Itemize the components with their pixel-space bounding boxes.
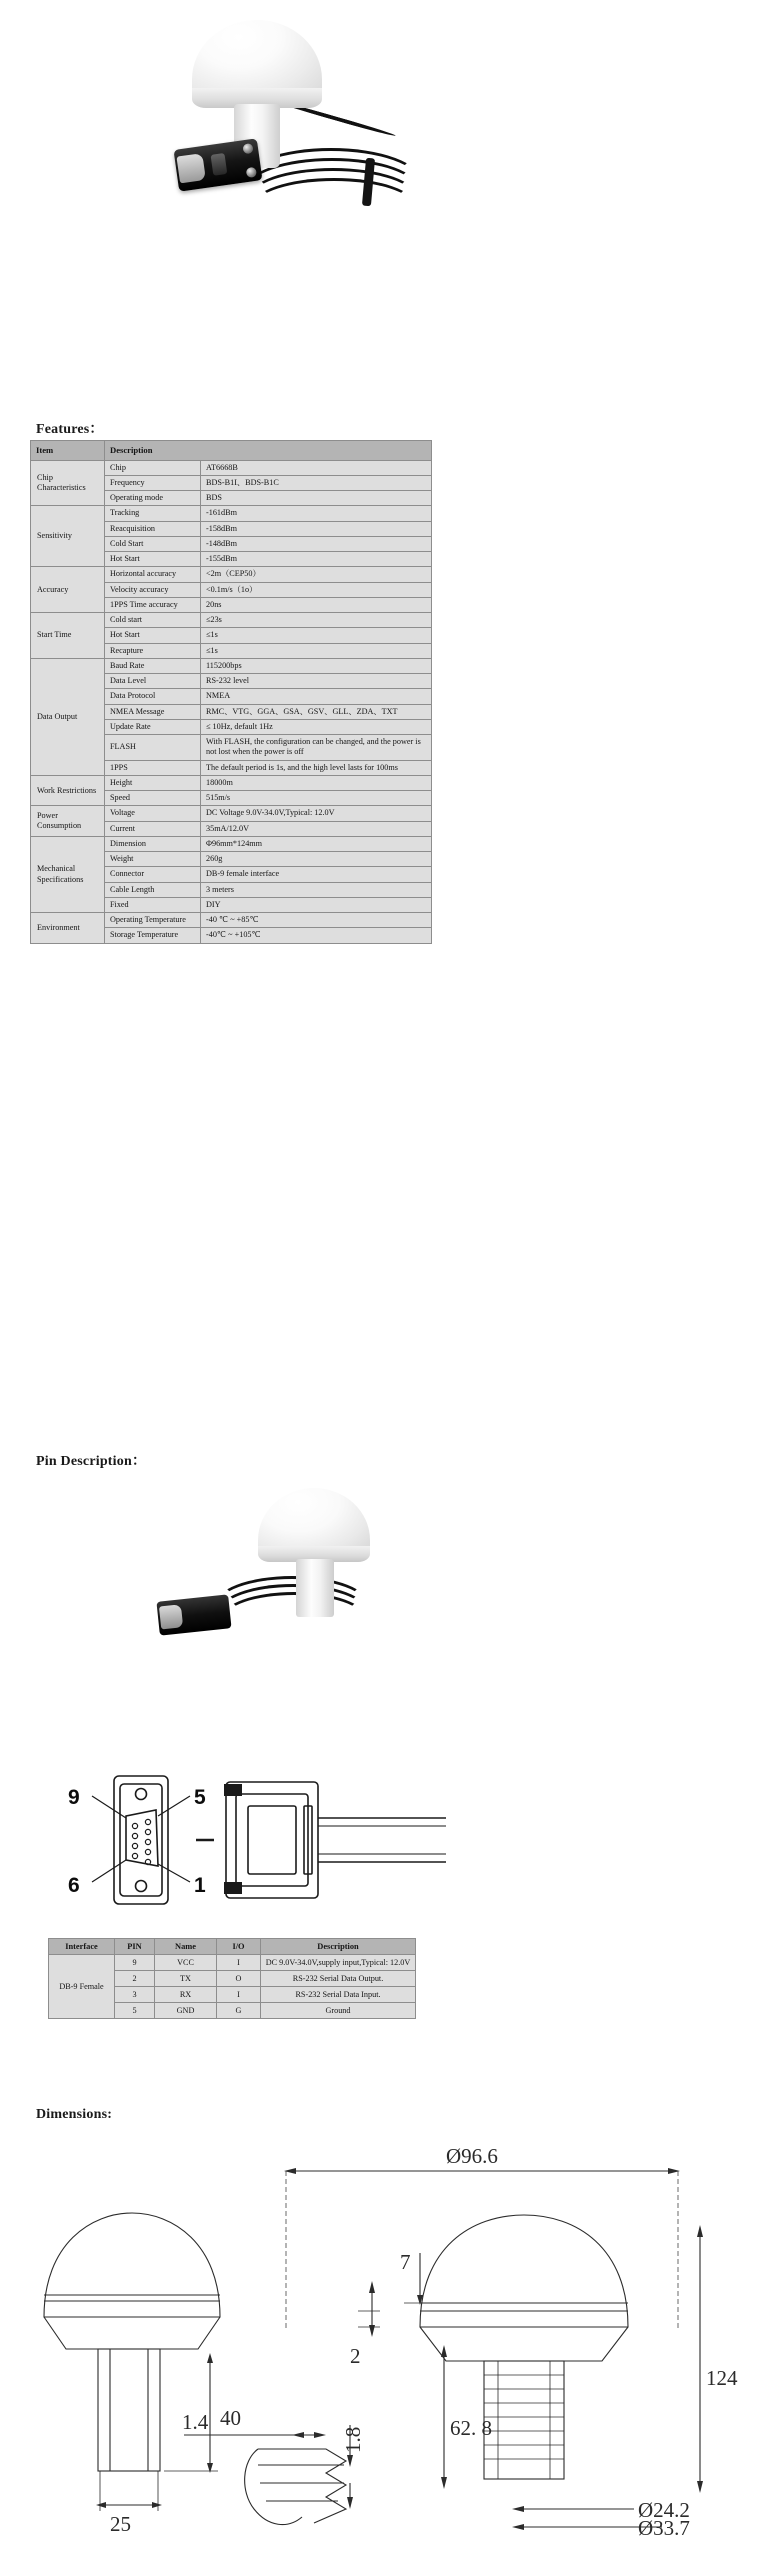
product-photo-stage: [120, 8, 450, 238]
pin-io: G: [217, 2003, 261, 2019]
db9-pinout-drawing: [30, 1770, 450, 1910]
table-row: [31, 506, 432, 521]
spec-item-value: ≤ 10Hz, default 1Hz: [201, 719, 432, 734]
dim-label-1-8: 1.8: [341, 2426, 365, 2453]
spec-group-label: Accuracy: [31, 567, 105, 613]
spec-item-value: The default period is 1s, and the high level lasts for 100ms: [201, 760, 432, 775]
dim-label-62-8: 62. 8: [450, 2416, 492, 2440]
db9-pin-label-1: 1: [194, 1874, 206, 1897]
spec-item-value: 20ns: [201, 597, 432, 612]
header-item: Item: [31, 441, 105, 461]
specifications-table: [30, 440, 432, 944]
dimensions-heading: Dimensions:: [36, 2107, 113, 2122]
spec-item-value: -158dBm: [201, 521, 432, 536]
pin-description: DC 9.0V-34.0V,supply input,Typical: 12.0V: [261, 1955, 416, 1971]
spec-item-label: Tracking: [105, 506, 201, 521]
pin-name: VCC: [155, 1955, 217, 1971]
header-pin-description: Description: [261, 1939, 416, 1955]
header-description: Description: [105, 441, 432, 461]
table-row: [31, 913, 432, 928]
table-header-row: [49, 1939, 416, 1955]
table-row: [31, 613, 432, 628]
db9-screw-icon: [242, 143, 253, 154]
db9-shell: [159, 1604, 183, 1629]
spec-item-value: -40℃ ~ +105℃: [201, 928, 432, 943]
pin-name: RX: [155, 1987, 217, 2003]
spec-item-value: -155dBm: [201, 552, 432, 567]
antenna-dome: [258, 1488, 370, 1554]
header-io: I/O: [217, 1939, 261, 1955]
spec-item-label: Hot Start: [105, 552, 201, 567]
header-name: Name: [155, 1939, 217, 1955]
spec-group-label: Work Restrictions: [31, 775, 105, 806]
spec-item-label: Data Level: [105, 674, 201, 689]
spec-item-value: DIY: [201, 897, 432, 912]
dim-label-124: 124: [706, 2366, 738, 2390]
antenna-dome: [192, 20, 322, 98]
cable-loop: [252, 178, 416, 234]
table-row: [31, 775, 432, 790]
table-row: [31, 658, 432, 673]
header-interface: Interface: [49, 1939, 115, 1955]
spec-item-label: Baud Rate: [105, 658, 201, 673]
spec-item-value: RMC、VTG、GGA、GSA、GSV、GLL、ZDA、TXT: [201, 704, 432, 719]
dim-label-2: 2: [350, 2344, 361, 2368]
spec-item-value: 3 meters: [201, 882, 432, 897]
pin-number: 3: [115, 1987, 155, 2003]
spec-item-value: AT6668B: [201, 460, 432, 475]
spec-group-label: Environment: [31, 913, 105, 944]
dim-label-25: 25: [110, 2512, 131, 2536]
spec-item-label: Cable Length: [105, 882, 201, 897]
table-row: [31, 836, 432, 851]
dim-label-7: 7: [400, 2250, 411, 2274]
db9-connector: [156, 1594, 231, 1635]
table-row: [49, 1955, 416, 1971]
pin-interface-label: DB-9 Female: [49, 1955, 115, 2019]
spec-item-label: Horizontal accuracy: [105, 567, 201, 582]
pin-number: 9: [115, 1955, 155, 1971]
spec-item-value: -40 ℃ ~ +85℃: [201, 913, 432, 928]
spec-item-label: Cold Start: [105, 536, 201, 551]
antenna-stem: [296, 1559, 334, 1617]
spec-item-value: BDS: [201, 491, 432, 506]
pin-table-body: [49, 1955, 416, 2019]
spec-item-value: ≤1s: [201, 628, 432, 643]
pin-io: I: [217, 1955, 261, 1971]
pin-product-photo: [150, 1480, 450, 1710]
spec-item-value: NMEA: [201, 689, 432, 704]
spec-item-label: Hot Start: [105, 628, 201, 643]
spec-item-value: 260g: [201, 852, 432, 867]
spec-item-label: Reacquisition: [105, 521, 201, 536]
spec-item-label: FLASH: [105, 735, 201, 761]
spec-group-label: Sensitivity: [31, 506, 105, 567]
spec-item-label: Cold start: [105, 613, 201, 628]
spec-item-label: Speed: [105, 791, 201, 806]
spec-item-label: Dimension: [105, 836, 201, 851]
spec-item-value: Φ96mm*124mm: [201, 836, 432, 851]
product-photo: [0, 0, 760, 245]
dim-label-diameter-24-2: Ø24.2: [638, 2498, 690, 2522]
spec-item-value: <2m（CEP50）: [201, 567, 432, 582]
pin-description-heading: Pin Description：: [36, 1454, 147, 1469]
spec-item-label: Velocity accuracy: [105, 582, 201, 597]
dim-label-40: 40: [220, 2406, 241, 2430]
spec-item-value: ≤23s: [201, 613, 432, 628]
spec-item-label: 1PPS: [105, 760, 201, 775]
spec-item-value: 115200bps: [201, 658, 432, 673]
db9-tab: [211, 153, 228, 176]
features-heading: Features：: [36, 422, 104, 437]
pin-description-table: [48, 1938, 416, 2019]
pin-name: GND: [155, 2003, 217, 2019]
spec-item-label: Current: [105, 821, 201, 836]
pin-number: 2: [115, 1971, 155, 1987]
table-header-row: [31, 441, 432, 461]
spec-group-label: Chip Characteristics: [31, 460, 105, 506]
pin-description: Ground: [261, 2003, 416, 2019]
spec-item-value: DB-9 female interface: [201, 867, 432, 882]
spec-item-label: Storage Temperature: [105, 928, 201, 943]
spec-group-label: Power Consumption: [31, 806, 105, 837]
dim-label-diameter-33-7: Ø33.7: [638, 2516, 690, 2540]
db9-pin-label-6: 6: [68, 1874, 80, 1897]
spec-item-label: Voltage: [105, 806, 201, 821]
spec-item-label: Frequency: [105, 475, 201, 490]
spec-item-label: Weight: [105, 852, 201, 867]
pin-number: 5: [115, 2003, 155, 2019]
spec-group-label: Data Output: [31, 658, 105, 775]
pin-io: I: [217, 1987, 261, 2003]
dimension-drawings: [14, 2135, 750, 2545]
spec-group-label: Mechanical Specifications: [31, 836, 105, 912]
table-row: [31, 806, 432, 821]
specifications-body: [31, 460, 432, 943]
spec-item-label: Height: [105, 775, 201, 790]
spec-item-label: Operating Temperature: [105, 913, 201, 928]
spec-item-value: 35mA/12.0V: [201, 821, 432, 836]
table-row: [31, 567, 432, 582]
pin-description: RS-232 Serial Data Output.: [261, 1971, 416, 1987]
spec-item-value: ≤1s: [201, 643, 432, 658]
spec-item-value: 18000m: [201, 775, 432, 790]
spec-item-label: Recapture: [105, 643, 201, 658]
spec-item-label: Update Rate: [105, 719, 201, 734]
spec-item-label: Connector: [105, 867, 201, 882]
spec-group-label: Start Time: [31, 613, 105, 659]
header-pin: PIN: [115, 1939, 155, 1955]
db9-pin-label-5: 5: [194, 1786, 206, 1809]
spec-item-value: RS-232 level: [201, 674, 432, 689]
dim-label-1-4: 1.4: [182, 2410, 209, 2434]
spec-item-label: 1PPS Time accuracy: [105, 597, 201, 612]
cable-loop: [222, 1592, 366, 1644]
spec-item-label: Data Protocol: [105, 689, 201, 704]
pin-name: TX: [155, 1971, 217, 1987]
spec-item-value: -161dBm: [201, 506, 432, 521]
spec-item-value: BDS-B1I、BDS-B1C: [201, 475, 432, 490]
spec-item-value: 515m/s: [201, 791, 432, 806]
spec-item-value: With FLASH, the configuration can be changed, and the power is not lost when the power is off: [201, 735, 432, 761]
spec-item-label: NMEA Message: [105, 704, 201, 719]
dim-label-diameter-top: Ø96.6: [446, 2144, 498, 2168]
spec-item-value: <0.1m/s（1ο）: [201, 582, 432, 597]
table-row: [31, 460, 432, 475]
spec-item-label: Operating mode: [105, 491, 201, 506]
db9-shell: [176, 153, 206, 183]
spec-item-label: Fixed: [105, 897, 201, 912]
spec-item-value: DC Voltage 9.0V-34.0V,Typical: 12.0V: [201, 806, 432, 821]
db9-pin-label-9: 9: [68, 1786, 80, 1809]
db9-screw-icon: [246, 167, 257, 178]
spec-item-label: Chip: [105, 460, 201, 475]
pin-description: RS-232 Serial Data Input.: [261, 1987, 416, 2003]
spec-item-value: -148dBm: [201, 536, 432, 551]
pin-io: O: [217, 1971, 261, 1987]
